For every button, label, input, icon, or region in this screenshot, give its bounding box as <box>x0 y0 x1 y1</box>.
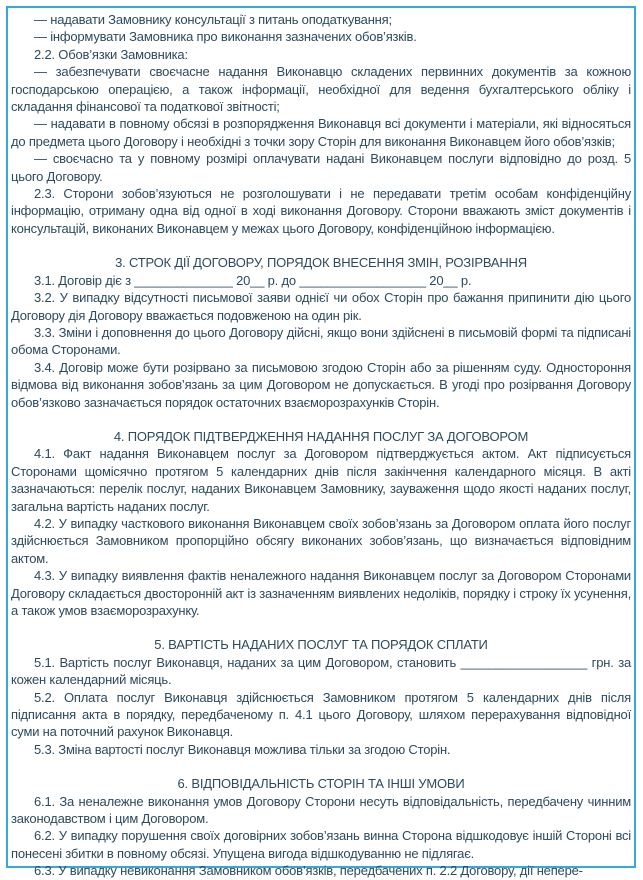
paragraph: 3.1. Договір діє з ______________ 20__ р. до __________________ 20__ р. <box>34 272 472 288</box>
paragraph: 5.3. Зміна вартості послуг Виконавця можлива тільки за згодою Сторін. <box>34 741 451 757</box>
section-heading: 6. ВІДПОВІДАЛЬНІСТЬ СТОРІН ТА ІНШІ УМОВИ <box>177 776 465 792</box>
list-item: — інформувати Замовника про виконання зазначених обов’язків. <box>34 29 417 45</box>
section-heading: 3. СТРОК ДІЇ ДОГОВОРУ, ПОРЯДОК ВНЕСЕННЯ ЗМІН, РОЗІРВАННЯ <box>115 255 527 271</box>
paragraph: 6.2. У випадку порушення своїх договірних зобов’язань винна Сторона відшкодовує іншій Стороні всі понесені збитки в повному обсязі. Упущена вигода відшкодуванню не підлягає. <box>11 828 631 861</box>
paragraph: 5.2. Оплата послуг Виконавця здійснюється Замовником протягом 5 календарних днів після підписання акта в порядку, передбаченому п. 4.1 цього Договору, шляхом перерахування відповідної суми на поточний рахунок Виконавця. <box>11 689 631 740</box>
paragraph: 5.1. Вартість послуг Виконавця, наданих за цим Договором, становить __________________ грн. за кожен календарний місяць. <box>11 654 631 688</box>
paragraph: 4.3. У випадку виявлення фактів неналежного надання Виконавцем послуг за Договором Сторонами Договору складається двосторонній акт із зазначенням виявлених недоліків, порядку і строку їх усунення, а також умов взаєморозрахунку. <box>11 568 631 618</box>
paragraph: 3.2. У випадку відсутності письмової заяви однієї чи обох Сторін про бажання припинити дію цього Договору дія Договору вважається подовженою на один рік. <box>11 290 631 323</box>
paragraph: 4.1. Факт надання Виконавцем послуг за Договором підтверджується актом. Акт підписується Сторонами щомісячно протягом 5 календарних днів після закінчення календарного місяця. В акті зазначаються: перелік послуг, наданих Виконавцем Замовнику, зауваження щодо якості наданих послуг, загальна вартість наданих послуг. <box>11 446 631 514</box>
paragraph: 2.3. Сторони зобов’язуються не розголошувати і не передавати третім особам конфіденційну інформацію, отриману одна від одної в ході виконання Договору. Сторони вважають зміст документів і консультацій, виконаних Виконавцем у межах цього Договору, конфіденційною інформацією. <box>11 186 631 236</box>
section-heading: 5. ВАРТІСТЬ НАДАНИХ ПОСЛУГ ТА ПОРЯДОК СПЛАТИ <box>154 637 488 653</box>
list-item: — забезпечувати своєчасне надання Виконавцю складених первинних документів за кожною господарською операцією, а також інформації, необхідної для ведення бухгалтерського обліку і складання фінансової та податкової звітності; <box>11 64 631 115</box>
section-heading: 4. ПОРЯДОК ПІДТВЕРДЖЕННЯ НАДАННЯ ПОСЛУГ ЗА ДОГОВОРОМ <box>113 428 529 444</box>
contract-text <box>8 8 634 880</box>
paragraph: 6.1. За неналежне виконання умов Договору Сторони несуть відповідальність, передбачену чинним законодавством і цим Договором. <box>11 793 631 827</box>
list-item: — своєчасно та у повному розмірі оплачувати надані Виконавцем послуги відповідно до розд. 5 цього Договору. <box>11 151 631 184</box>
paragraph: 4.2. У випадку часткового виконання Виконавцем своїх зобов’язань за Договором оплата його послуг здійснюється Замовником пропорційно обсягу виконаних зобов’язань, що визначається відповідним актом. <box>11 515 631 566</box>
paragraph: 3.3. Зміни і доповнення до цього Договору дійсні, якщо вони здійснені в письмовій формі та підписані обома Сторонами. <box>11 324 631 358</box>
list-item: — надавати в повному обсязі в розпорядження Виконавця всі документи і матеріали, які відносяться до предмета цього Договору і необхідні з точки зору Сторін для виконання Виконавцем його обов’язків; <box>11 116 631 149</box>
paragraph: 6.3. У випадку невиконання Замовником обов’язків, передбачених п. 2.2 Договору, дії непере- <box>34 863 583 879</box>
paragraph: 3.4. Договір може бути розірвано за письмовою згодою Сторін або за рішенням суду. Одностороння відмова від виконання зобов’язань за цим Договором не допускається. В угоді про розірвання Договору обов’язково зазначається порядок остаточних взаєморозрахунків Сторін. <box>11 359 631 410</box>
list-item: — надавати Замовнику консультації з питань оподаткування; <box>34 12 392 27</box>
document-page <box>6 6 636 879</box>
paragraph: 2.2. Обов’язки Замовника: <box>34 46 188 62</box>
